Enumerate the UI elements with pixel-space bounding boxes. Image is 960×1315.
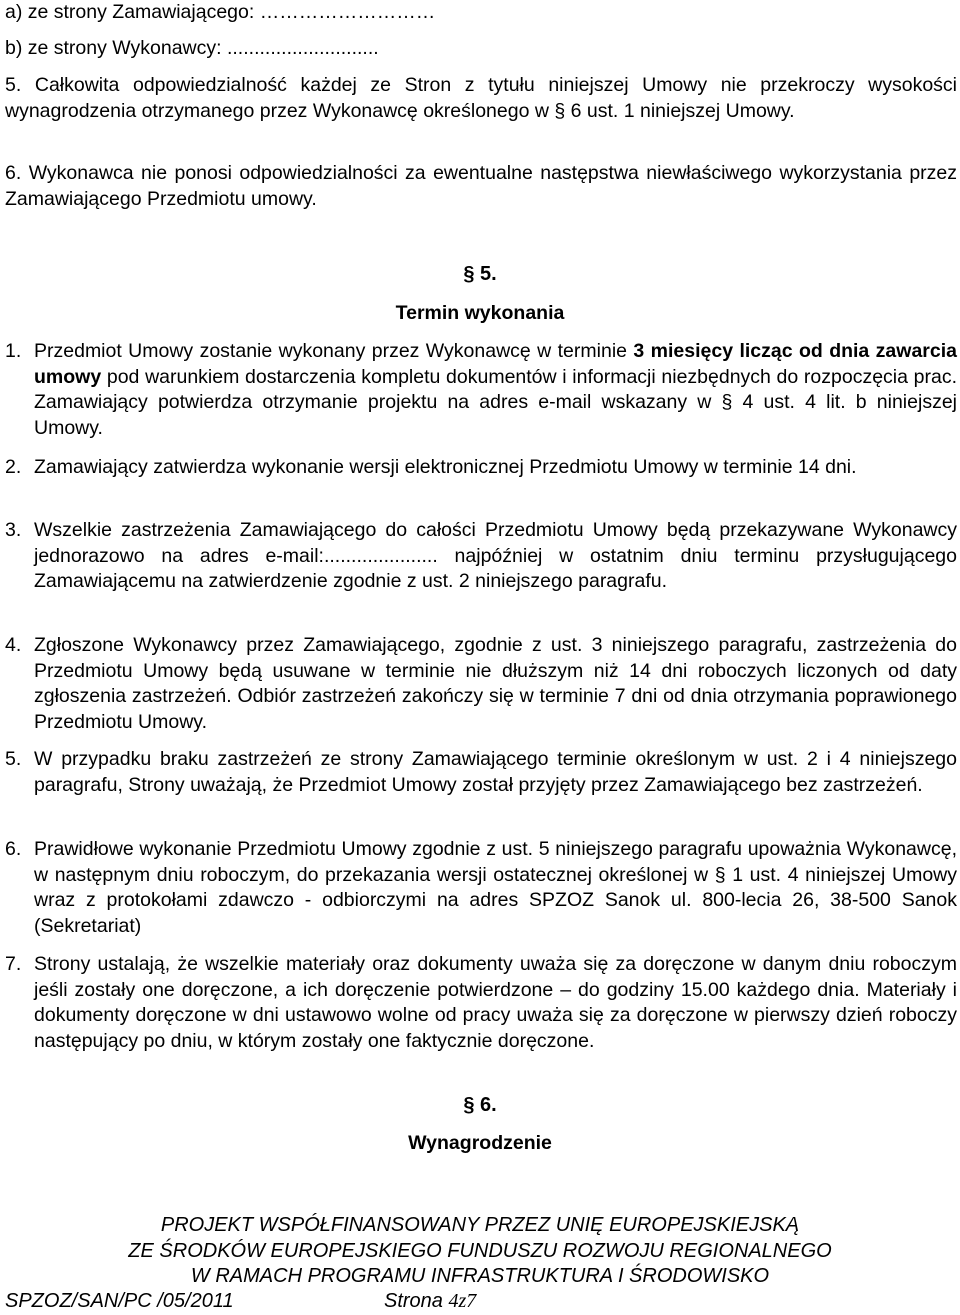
section-5-item-7	[5, 952, 957, 1054]
section-5-number: § 5.	[463, 263, 497, 285]
page-count: 4z7	[448, 1290, 477, 1312]
section-5-title: Termin wykonania	[395, 302, 565, 324]
clause-4-5	[5, 73, 957, 124]
representative-employer-line: a) ze strony Zamawiającego: ………………………	[5, 1, 436, 23]
item-text: Zamawiający zatwierdza wykonanie wersji elektronicznej Przedmiotu Umowy w terminie 14 dni.	[34, 456, 857, 478]
page-label: Strona	[384, 1290, 443, 1312]
clause-number: 5.	[5, 74, 22, 96]
item-number: 5.	[5, 748, 22, 770]
item-number: 6.	[5, 838, 22, 860]
item-text: Prawidłowe wykonanie Przedmiotu Umowy zgodnie z ust. 5 niniejszego paragrafu upoważnia Wykonawcę, w następnym dniu roboczym, do przekazania wersji ostatecznej określonej w § 1 ust. 4 niniejszej Umowy wraz z protokołami zdawczo - odbiorczymi na adres SPZOZ Sanok ul. 800-lecia 26, 38-500 Sanok (Sekretariat)	[34, 838, 957, 937]
item-number: 7.	[5, 953, 22, 975]
footer-cofinancing-line-1: PROJEKT WSPÓŁFINANSOWANY PRZEZ UNIĘ EUROPEJSKIEJSKĄ	[160, 1214, 800, 1236]
section-5-item-2	[5, 455, 957, 481]
section-5-item-3	[5, 518, 957, 595]
footer-page-number	[384, 1289, 476, 1315]
section-5-item-4	[5, 633, 957, 735]
footer-cofinancing-line-3: W RAMACH PROGRAMU INFRASTRUKTURA I ŚRODOWISKO	[190, 1265, 770, 1287]
item-number: 3.	[5, 519, 22, 541]
clause-number: 6.	[5, 162, 22, 184]
section-6-number: § 6.	[463, 1094, 497, 1116]
section-5-item-6	[5, 837, 957, 939]
item-number: 2.	[5, 456, 22, 478]
representative-contractor-line: b) ze strony Wykonawcy: ............................	[5, 37, 379, 59]
clause-text: Wykonawca nie ponosi odpowiedzialności za ewentualne następstwa niewłaściwego wykorzystania przez Zamawiającego Przedmiotu umowy.	[5, 162, 957, 210]
item-text: Przedmiot Umowy zostanie wykonany przez Wykonawcę w terminie 3 miesięcy licząc od dnia zawarcia umowy pod warunkiem dostarczenia kompletu dokumentów i informacji niezbędnych do rozpoczęcia prac. Zamawiający potwierdza otrzymanie projektu na adres e-mail wskazany w § 4 ust. 4 lit. b niniejszej Umowy.	[34, 340, 957, 439]
deadline-emphasis: 3 miesięcy licząc od dnia zawarcia umowy	[34, 340, 957, 388]
section-5-item-5	[5, 747, 957, 798]
item-text: Zgłoszone Wykonawcy przez Zamawiającego, zgodnie z ust. 3 niniejszego paragrafu, zastrzeżenia do Przedmiotu Umowy będą usuwane w terminie nie dłuższym niż 14 dni roboczych liczonych od daty zgłoszenia zastrzeżeń. Odbiór zastrzeżeń zakończy się w terminie 7 dni od dnia otrzymania poprawionego Przedmiotu Umowy.	[34, 634, 957, 733]
item-text: Wszelkie zastrzeżenia Zamawiającego do całości Przedmiotu Umowy będą przekazywane Wykonawcy jednorazowo na adres e-mail:..................... najpóźniej w ostatnim dniu terminu przysługującego Zamawiającemu na zatwierdzenie zgodnie z ust. 2 niniejszego paragrafu.	[34, 519, 957, 592]
footer-cofinancing-line-2: ZE ŚRODKÓW EUROPEJSKIEGO FUNDUSZU ROZWOJU REGIONALNEGO	[128, 1240, 832, 1262]
item-text: W przypadku braku zastrzeżeń ze strony Zamawiającego terminie określonym w ust. 2 i 4 niniejszego paragrafu, Strony uważają, że Przedmiot Umowy został przyjęty przez Zamawiającego bez zastrzeżeń.	[34, 748, 957, 796]
footer-document-code: SPZOZ/SAN/PC /05/2011	[5, 1290, 234, 1312]
clause-4-6	[5, 161, 957, 212]
section-6-title: Wynagrodzenie	[408, 1132, 552, 1154]
section-5-item-1	[5, 339, 957, 441]
item-number: 4.	[5, 634, 22, 656]
item-text: Strony ustalają, że wszelkie materiały oraz dokumenty uważa się za doręczone w danym dniu roboczym jeśli zostały one doręczone, a ich doręczenie potwierdzone – do godziny 15.00 każdego dnia. Materiały i dokumenty doręczone w dni ustawowo wolne od pracy uważa się za doręczone w pierwszy dzień roboczy następujący po dniu, w którym zostały one faktycznie doręczone.	[34, 953, 957, 1052]
item-number: 1.	[5, 340, 22, 362]
clause-text: Całkowita odpowiedzialność każdej ze Stron z tytułu niniejszej Umowy nie przekroczy wysokości wynagrodzenia otrzymanego przez Wykonawcę określonego w § 6 ust. 1 niniejszej Umowy.	[5, 74, 957, 122]
